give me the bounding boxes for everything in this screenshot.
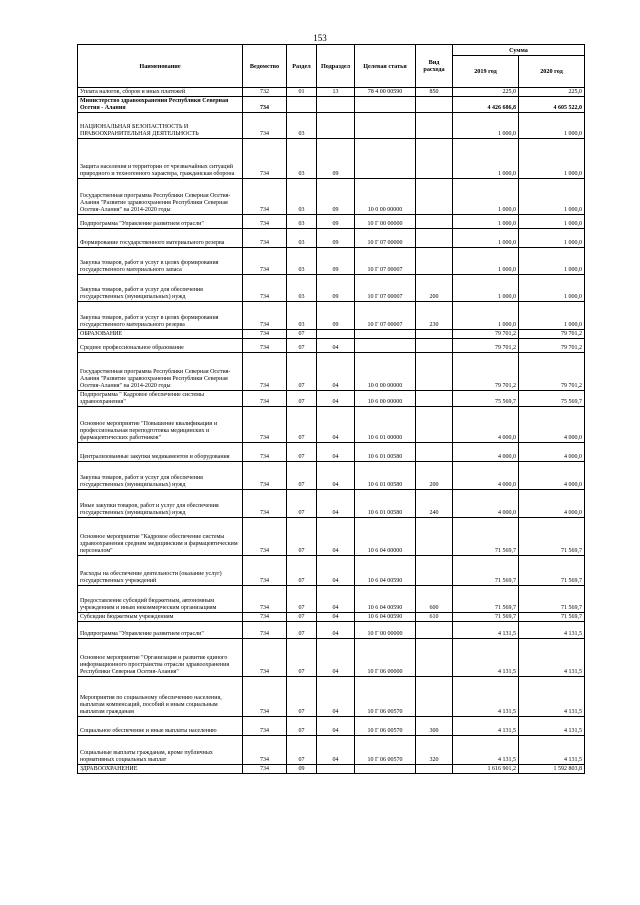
cell-name: Основное мероприятие "Организация и развитие единого информационного пространства отрасли здравоохранения Республики Северная Осетия-Алания": [78, 639, 243, 677]
cell-value-2019: 1 000,0: [453, 179, 519, 215]
cell-vedomstvo: 734: [243, 765, 287, 774]
cell-value-2019: 4 131,5: [453, 622, 519, 639]
cell-value-2020: 4 131,5: [519, 717, 585, 736]
cell-vedomstvo: 734: [243, 462, 287, 490]
cell-value-2020: 79 701,2: [519, 330, 585, 339]
cell-expense-type: [416, 639, 453, 677]
header-vedomstvo: Ведомство: [243, 45, 287, 88]
cell-podrazdel: 04: [317, 622, 355, 639]
cell-vedomstvo: 734: [243, 113, 287, 139]
table-row: [78, 613, 585, 622]
table-row: [78, 518, 585, 556]
cell-vedomstvo: 734: [243, 330, 287, 339]
cell-vedomstvo: 734: [243, 215, 287, 229]
cell-razdel: [287, 97, 317, 113]
cell-target-article: [355, 139, 416, 179]
cell-razdel: 07: [287, 353, 317, 391]
cell-vedomstvo: 734: [243, 139, 287, 179]
cell-razdel: 07: [287, 391, 317, 407]
cell-vedomstvo: 734: [243, 736, 287, 765]
cell-vedomstvo: 734: [243, 275, 287, 302]
cell-value-2020: 71 569,7: [519, 586, 585, 613]
cell-value-2019: 1 000,0: [453, 229, 519, 248]
cell-name: Закупка товаров, работ и услуг в целях формирования государственного материального резерва: [78, 302, 243, 330]
cell-razdel: 07: [287, 490, 317, 518]
table-body: [78, 88, 585, 774]
cell-expense-type: 200: [416, 462, 453, 490]
cell-vedomstvo: 734: [243, 622, 287, 639]
cell-target-article: 78 4 00 00590: [355, 88, 416, 97]
cell-vedomstvo: 734: [243, 518, 287, 556]
cell-value-2020: 4 131,5: [519, 622, 585, 639]
cell-name: Подпрограмма "Управление развитием отрасли": [78, 622, 243, 639]
cell-value-2019: 1 000,0: [453, 302, 519, 330]
cell-name: Основное мероприятие "Повышение квалификации и профессиональная переподготовка медицинских и фармацевтических работников": [78, 407, 243, 443]
cell-podrazdel: 09: [317, 179, 355, 215]
cell-podrazdel: 04: [317, 339, 355, 353]
cell-podrazdel: 04: [317, 556, 355, 586]
cell-target-article: 10 Г 07 00000: [355, 229, 416, 248]
cell-name: Закупка товаров, работ и услуг для обеспечения государственных (муниципальных) нужд: [78, 275, 243, 302]
table-row: [78, 736, 585, 765]
cell-value-2019: 1 616 901,2: [453, 765, 519, 774]
table-row: [78, 443, 585, 462]
cell-name: Государственная программа Республики Северная Осетия-Алания "Развитие здравоохранения Республики Северная Осетия-Алания" на 2014-2020 годы: [78, 353, 243, 391]
cell-expense-type: [416, 677, 453, 717]
cell-value-2019: 71 569,7: [453, 556, 519, 586]
table-row: [78, 339, 585, 353]
cell-target-article: 10 Г 00 00000: [355, 215, 416, 229]
cell-razdel: 01: [287, 88, 317, 97]
cell-expense-type: [416, 391, 453, 407]
cell-name: Основное мероприятие "Кадровое обеспечение системы здравоохранения средним медицинским и фармацевтическим персоналом": [78, 518, 243, 556]
table-row: [78, 462, 585, 490]
cell-name: Субсидии бюджетным учреждениям: [78, 613, 243, 622]
table-row: [78, 765, 585, 774]
cell-expense-type: 610: [416, 613, 453, 622]
cell-value-2020: 1 000,0: [519, 139, 585, 179]
cell-expense-type: 230: [416, 302, 453, 330]
cell-value-2019: 75 569,7: [453, 391, 519, 407]
cell-name: Защита населения и территории от чрезвычайных ситуаций природного и техногенного характера, гражданская оборона: [78, 139, 243, 179]
cell-podrazdel: 04: [317, 407, 355, 443]
cell-razdel: 09: [287, 765, 317, 774]
cell-razdel: 07: [287, 443, 317, 462]
cell-razdel: 07: [287, 518, 317, 556]
header-year-2019: 2019 год: [453, 56, 519, 88]
cell-razdel: 07: [287, 613, 317, 622]
cell-razdel: 03: [287, 179, 317, 215]
cell-expense-type: 850: [416, 88, 453, 97]
cell-expense-type: [416, 443, 453, 462]
cell-name: Предоставление субсидий бюджетным, автономным учреждениям и иным некоммерческим организациям: [78, 586, 243, 613]
cell-value-2020: 4 000,0: [519, 490, 585, 518]
cell-target-article: 10 6 04 00590: [355, 586, 416, 613]
cell-expense-type: [416, 139, 453, 179]
cell-target-article: 10 0 00 00000: [355, 179, 416, 215]
cell-podrazdel: 09: [317, 229, 355, 248]
cell-expense-type: 600: [416, 586, 453, 613]
cell-target-article: 10 Г 06 00570: [355, 717, 416, 736]
table-row: [78, 391, 585, 407]
budget-table: [77, 44, 585, 774]
cell-name: Централизованные закупки медикаментов и оборудования: [78, 443, 243, 462]
cell-name: Социальные выплаты гражданам, кроме публичных нормативных социальных выплат: [78, 736, 243, 765]
header-podrazdel: Подраздел: [317, 45, 355, 88]
cell-podrazdel: 04: [317, 586, 355, 613]
cell-vedomstvo: 734: [243, 717, 287, 736]
cell-target-article: 10 Г 00 00000: [355, 622, 416, 639]
cell-razdel: 07: [287, 736, 317, 765]
cell-podrazdel: 04: [317, 518, 355, 556]
cell-name: Закупка товаров, работ и услуг в целях формирования государственного материального запаса: [78, 248, 243, 275]
cell-podrazdel: 04: [317, 353, 355, 391]
cell-name: Среднее профессиональное образование: [78, 339, 243, 353]
cell-value-2020: 79 701,2: [519, 339, 585, 353]
cell-expense-type: 300: [416, 717, 453, 736]
cell-target-article: 10 6 01 00000: [355, 407, 416, 443]
cell-value-2020: 4 605 522,0: [519, 97, 585, 113]
table-row: [78, 407, 585, 443]
page-number: 153: [313, 33, 327, 43]
header-summa: Сумма: [453, 45, 585, 56]
cell-razdel: 07: [287, 677, 317, 717]
cell-podrazdel: [317, 765, 355, 774]
cell-razdel: 03: [287, 275, 317, 302]
cell-razdel: 07: [287, 586, 317, 613]
cell-razdel: 07: [287, 339, 317, 353]
table-row: [78, 586, 585, 613]
cell-razdel: 07: [287, 407, 317, 443]
table-row: [78, 229, 585, 248]
cell-value-2020: 71 569,7: [519, 518, 585, 556]
cell-vedomstvo: 734: [243, 613, 287, 622]
cell-razdel: 07: [287, 639, 317, 677]
table-row: [78, 302, 585, 330]
cell-podrazdel: 09: [317, 302, 355, 330]
cell-podrazdel: 09: [317, 275, 355, 302]
cell-razdel: 03: [287, 113, 317, 139]
cell-target-article: 10 6 01 00580: [355, 443, 416, 462]
cell-target-article: [355, 97, 416, 113]
cell-value-2019: 4 000,0: [453, 407, 519, 443]
cell-expense-type: [416, 407, 453, 443]
cell-name: Формирование государственного материального резерва: [78, 229, 243, 248]
cell-target-article: 10 Г 06 00570: [355, 736, 416, 765]
cell-podrazdel: [317, 97, 355, 113]
table-row: [78, 275, 585, 302]
cell-name: Иные закупки товаров, работ и услуг для обеспечения государственных (муниципальных) нужд: [78, 490, 243, 518]
cell-value-2019: 1 000,0: [453, 275, 519, 302]
cell-value-2019: 4 131,5: [453, 717, 519, 736]
cell-podrazdel: 04: [317, 391, 355, 407]
cell-name: Расходы на обеспечение деятельности (оказание услуг) государственных учреждений: [78, 556, 243, 586]
cell-target-article: 10 Г 06 00000: [355, 639, 416, 677]
table-row: [78, 556, 585, 586]
cell-value-2020: 1 592 803,8: [519, 765, 585, 774]
cell-name: Уплата налогов, сборов и иных платежей: [78, 88, 243, 97]
cell-value-2020: 1 000,0: [519, 215, 585, 229]
header-expense-type: Вид расхода: [416, 45, 453, 88]
cell-value-2019: 71 569,7: [453, 613, 519, 622]
cell-expense-type: [416, 330, 453, 339]
cell-vedomstvo: 734: [243, 248, 287, 275]
cell-razdel: 03: [287, 215, 317, 229]
header-name: Наименование: [78, 45, 243, 88]
cell-name: ЗДРАВООХРАНЕНИЕ: [78, 765, 243, 774]
cell-expense-type: [416, 622, 453, 639]
cell-expense-type: [416, 339, 453, 353]
cell-target-article: 10 6 04 00590: [355, 613, 416, 622]
table-row: [78, 330, 585, 339]
cell-razdel: 07: [287, 556, 317, 586]
cell-target-article: 10 0 00 00000: [355, 353, 416, 391]
cell-vedomstvo: 734: [243, 490, 287, 518]
cell-value-2020: 1 000,0: [519, 229, 585, 248]
cell-name: ОБРАЗОВАНИЕ: [78, 330, 243, 339]
table-row: [78, 215, 585, 229]
cell-expense-type: [416, 765, 453, 774]
cell-value-2020: 1 000,0: [519, 248, 585, 275]
cell-target-article: [355, 113, 416, 139]
cell-razdel: 03: [287, 139, 317, 179]
cell-podrazdel: [317, 330, 355, 339]
cell-vedomstvo: 734: [243, 443, 287, 462]
table-row: [78, 88, 585, 97]
cell-name: Закупка товаров, работ и услуг для обеспечения государственных (муниципальных) нужд: [78, 462, 243, 490]
cell-target-article: 10 6 04 00000: [355, 518, 416, 556]
cell-podrazdel: 04: [317, 462, 355, 490]
cell-expense-type: [416, 229, 453, 248]
cell-target-article: 10 Г 06 00570: [355, 677, 416, 717]
table-row: [78, 353, 585, 391]
header-year-2020: 2020 год: [519, 56, 585, 88]
cell-vedomstvo: 734: [243, 677, 287, 717]
table-row: [78, 717, 585, 736]
cell-value-2020: 4 131,5: [519, 677, 585, 717]
cell-target-article: 10 6 00 00000: [355, 391, 416, 407]
cell-value-2019: 1 000,0: [453, 215, 519, 229]
cell-expense-type: [416, 179, 453, 215]
table-row: [78, 490, 585, 518]
cell-value-2020: 1 000,0: [519, 179, 585, 215]
cell-value-2019: 71 569,7: [453, 518, 519, 556]
cell-value-2020: 4 000,0: [519, 462, 585, 490]
cell-vedomstvo: 734: [243, 339, 287, 353]
cell-target-article: [355, 330, 416, 339]
cell-razdel: 07: [287, 717, 317, 736]
cell-value-2019: 71 569,7: [453, 586, 519, 613]
cell-value-2019: 4 000,0: [453, 490, 519, 518]
cell-name: Государственная программа Республики Северная Осетия-Алания "Развитие здравоохранения Республики Северная Осетия-Алания" на 2014-2020 годы: [78, 179, 243, 215]
cell-value-2019: 4 426 686,8: [453, 97, 519, 113]
cell-razdel: 03: [287, 302, 317, 330]
cell-expense-type: [416, 248, 453, 275]
cell-podrazdel: 04: [317, 736, 355, 765]
cell-value-2019: 1 000,0: [453, 248, 519, 275]
cell-razdel: 03: [287, 229, 317, 248]
cell-podrazdel: 04: [317, 490, 355, 518]
cell-name: НАЦИОНАЛЬНАЯ БЕЗОПАСТНОСТЬ И ПРАВООХРАНИТЕЛЬНАЯ ДЕЯТЕЛЬНОСТЬ: [78, 113, 243, 139]
cell-value-2019: 79 701,2: [453, 353, 519, 391]
cell-target-article: 10 Г 07 00007: [355, 275, 416, 302]
cell-podrazdel: [317, 113, 355, 139]
cell-expense-type: [416, 97, 453, 113]
cell-podrazdel: 04: [317, 613, 355, 622]
cell-vedomstvo: 734: [243, 97, 287, 113]
cell-name: Социальное обеспечение и иные выплаты населению: [78, 717, 243, 736]
table-row: [78, 677, 585, 717]
cell-vedomstvo: 734: [243, 302, 287, 330]
table-row: [78, 139, 585, 179]
cell-value-2019: 225,0: [453, 88, 519, 97]
cell-value-2019: 79 701,2: [453, 339, 519, 353]
cell-razdel: 03: [287, 248, 317, 275]
cell-target-article: 10 Г 07 00007: [355, 248, 416, 275]
cell-value-2019: 4 131,5: [453, 736, 519, 765]
cell-expense-type: [416, 113, 453, 139]
cell-value-2020: 4 000,0: [519, 407, 585, 443]
cell-razdel: 07: [287, 622, 317, 639]
cell-target-article: [355, 339, 416, 353]
cell-vedomstvo: 734: [243, 556, 287, 586]
cell-podrazdel: 04: [317, 717, 355, 736]
cell-vedomstvo: 734: [243, 391, 287, 407]
cell-value-2019: 1 000,0: [453, 139, 519, 179]
cell-expense-type: [416, 215, 453, 229]
cell-value-2020: 79 701,2: [519, 353, 585, 391]
cell-expense-type: [416, 353, 453, 391]
cell-value-2020: 1 000,0: [519, 302, 585, 330]
cell-value-2019: 4 131,5: [453, 677, 519, 717]
table-row: [78, 113, 585, 139]
cell-value-2019: 4 131,5: [453, 639, 519, 677]
cell-podrazdel: 04: [317, 639, 355, 677]
cell-target-article: 10 6 04 00590: [355, 556, 416, 586]
cell-razdel: 07: [287, 330, 317, 339]
cell-value-2019: 79 701,2: [453, 330, 519, 339]
cell-name: Подпрограмма " Кадровое обеспечение системы здравоохранения": [78, 391, 243, 407]
cell-value-2020: 4 000,0: [519, 443, 585, 462]
cell-value-2020: 1 000,0: [519, 275, 585, 302]
cell-value-2020: 225,0: [519, 88, 585, 97]
cell-expense-type: 200: [416, 275, 453, 302]
cell-vedomstvo: 734: [243, 586, 287, 613]
cell-podrazdel: 04: [317, 443, 355, 462]
cell-target-article: [355, 765, 416, 774]
cell-expense-type: [416, 556, 453, 586]
cell-value-2020: 4 131,5: [519, 639, 585, 677]
cell-podrazdel: 09: [317, 139, 355, 179]
cell-vedomstvo: 734: [243, 407, 287, 443]
cell-vedomstvo: 734: [243, 179, 287, 215]
cell-name: Министерство здравоохранения Республики Северная Осетия - Алания: [78, 97, 243, 113]
cell-podrazdel: 09: [317, 248, 355, 275]
cell-value-2019: 4 000,0: [453, 462, 519, 490]
cell-value-2020: 71 569,7: [519, 613, 585, 622]
cell-value-2020: 1 000,0: [519, 113, 585, 139]
table-row: [78, 97, 585, 113]
cell-vedomstvo: 734: [243, 639, 287, 677]
cell-vedomstvo: 734: [243, 353, 287, 391]
cell-podrazdel: 04: [317, 677, 355, 717]
cell-name: Подпрограмма "Управление развитием отрасли": [78, 215, 243, 229]
cell-expense-type: 320: [416, 736, 453, 765]
table-row: [78, 639, 585, 677]
cell-value-2020: 71 569,7: [519, 556, 585, 586]
cell-target-article: 10 Г 07 00007: [355, 302, 416, 330]
cell-name: Мероприятия по социальному обеспечению населения, выплатам компенсаций, пособий и иным социальным выплатам гражданам: [78, 677, 243, 717]
header-razdel: Раздел: [287, 45, 317, 88]
cell-podrazdel: 09: [317, 215, 355, 229]
cell-target-article: 10 6 01 00580: [355, 462, 416, 490]
cell-value-2020: 4 131,5: [519, 736, 585, 765]
cell-vedomstvo: 732: [243, 88, 287, 97]
table-row: [78, 622, 585, 639]
cell-razdel: 07: [287, 462, 317, 490]
cell-vedomstvo: 734: [243, 229, 287, 248]
cell-value-2020: 75 569,7: [519, 391, 585, 407]
cell-value-2019: 4 000,0: [453, 443, 519, 462]
table-row: [78, 179, 585, 215]
cell-value-2019: 1 000,0: [453, 113, 519, 139]
cell-podrazdel: 13: [317, 88, 355, 97]
table-row: [78, 248, 585, 275]
cell-expense-type: [416, 518, 453, 556]
header-target-article: Целевая статья: [355, 45, 416, 88]
cell-expense-type: 240: [416, 490, 453, 518]
cell-target-article: 10 6 01 00580: [355, 490, 416, 518]
